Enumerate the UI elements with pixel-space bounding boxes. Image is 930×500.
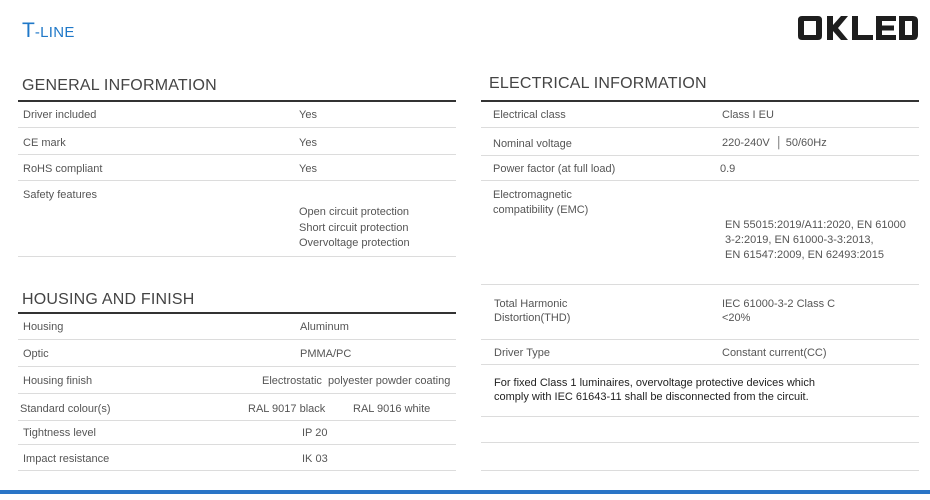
row-label: Driver included (23, 109, 97, 121)
general-row-rohs (18, 155, 456, 181)
page-title (22, 19, 75, 43)
row-label: Impact resistance (23, 453, 110, 465)
row-label: Power factor (at full load) (493, 163, 616, 175)
general-row-ce (18, 128, 456, 155)
row-label: Safety features (23, 189, 97, 201)
housing-row-optic (18, 340, 456, 367)
housing-row-finish (18, 367, 456, 394)
okled-logo (796, 13, 920, 43)
row-value: Yes (299, 137, 317, 149)
row-value: Constant current(CC) (722, 347, 827, 359)
general-heading: GENERAL INFORMATION (22, 77, 217, 94)
row-value: IP 20 (302, 427, 328, 439)
title-suffix: -LINE (34, 24, 75, 41)
row-value: 0.9 (720, 163, 736, 175)
row-label: Housing (23, 321, 64, 333)
electrical-heading: ELECTRICAL INFORMATION (489, 75, 707, 92)
electrical-note-row (481, 365, 919, 417)
row-value: Yes (299, 109, 317, 121)
row-value: Yes (299, 163, 317, 175)
footer-accent-bar (0, 490, 930, 494)
row-label-line: Electromagnetic (493, 189, 572, 201)
row-value: Class I EU (722, 109, 774, 121)
electrical-row-driver-type (481, 340, 919, 365)
row-value: PMMA/PC (300, 348, 352, 360)
electrical-empty-row (481, 417, 919, 443)
electrical-row-emc (481, 181, 919, 285)
row-value-line: IEC 61000-3-2 Class C (722, 298, 836, 310)
row-value: Electrostatic polyester powder coating (262, 375, 451, 387)
row-label: RoHS compliant (23, 163, 103, 175)
row-label: CE mark (23, 137, 66, 149)
row-label: Standard colour(s) (20, 403, 111, 415)
row-label: Electrical class (493, 109, 566, 121)
row-value-line: EN 55015:2019/A11:2020, EN 61000 (725, 219, 906, 231)
row-value-line: Overvoltage protection (299, 237, 410, 249)
row-label: Driver Type (494, 347, 551, 359)
row-value: RAL 9017 black (248, 403, 326, 415)
row-label: Housing finish (23, 375, 93, 387)
row-label: Nominal voltage (493, 138, 572, 150)
electrical-row-thd (481, 285, 919, 340)
general-row-driver (18, 101, 456, 128)
housing-row-colour (18, 394, 456, 421)
row-label: Optic (23, 348, 49, 360)
row-value: IK 03 (302, 453, 328, 465)
title-main: T (22, 19, 35, 42)
row-label-line: compatibility (EMC) (493, 204, 589, 216)
general-row-safety (18, 181, 456, 257)
electrical-row-voltage (481, 128, 919, 156)
row-value-line: EN 61547:2009, EN 62493:2015 (725, 249, 885, 261)
row-label-line: Total Harmonic (494, 298, 568, 310)
row-label: Tightness level (23, 427, 96, 439)
row-value: Aluminum (300, 321, 349, 333)
row-value: 220-240V │ 50/60Hz (722, 137, 827, 149)
row-value-line: Open circuit protection (299, 206, 410, 218)
row-value-line: Short circuit protection (299, 222, 409, 234)
electrical-empty-row (481, 443, 919, 471)
note-line: For fixed Class 1 luminaires, overvoltage protective devices which (494, 377, 815, 389)
electrical-row-power-factor (481, 156, 919, 181)
row-value-line: <20% (722, 312, 751, 324)
row-value: RAL 9016 white (353, 403, 431, 415)
note-line: comply with IEC 61643-11 shall be disconnected from the circuit. (494, 391, 809, 403)
housing-row-tightness (18, 421, 456, 445)
housing-heading: HOUSING AND FINISH (22, 291, 195, 308)
electrical-row-class (481, 101, 919, 128)
housing-row-housing (18, 313, 456, 340)
row-label-line: Distortion(THD) (494, 312, 571, 324)
row-value-line: 3-2:2019, EN 61000-3-3:2013, (725, 234, 874, 246)
housing-row-impact (18, 445, 456, 471)
